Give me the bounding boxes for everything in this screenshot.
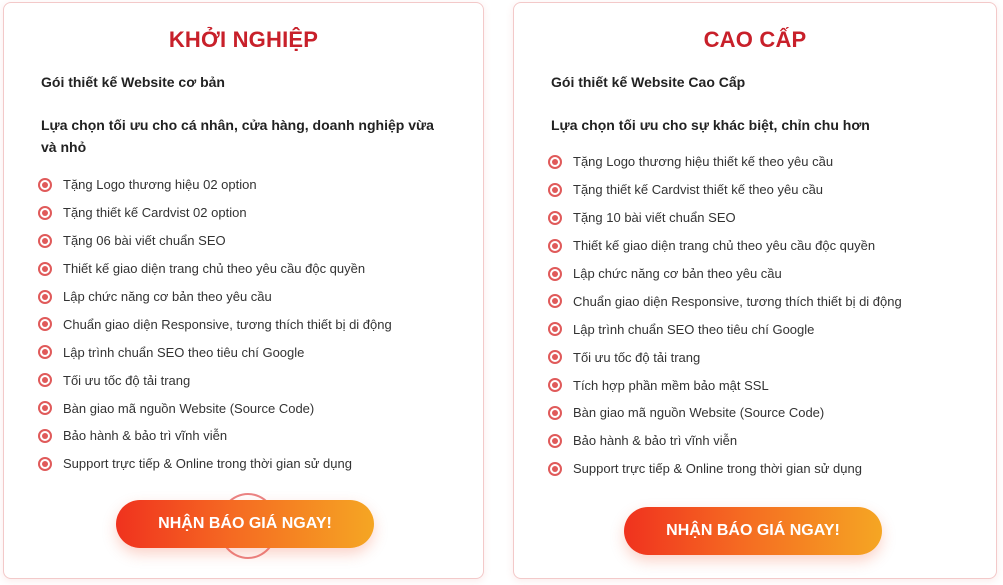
bullet-circle-icon (38, 262, 52, 276)
feature-item (548, 260, 976, 288)
feature-item (38, 227, 463, 255)
feature-item (38, 255, 463, 283)
feature-text: Bảo hành & bảo trì vĩnh viễn (573, 433, 738, 449)
bullet-circle-icon (548, 155, 562, 169)
bullet-circle-icon (548, 267, 562, 281)
feature-item (548, 427, 976, 455)
feature-list (38, 171, 463, 478)
feature-text: Tặng 10 bài viết chuẩn SEO (573, 210, 736, 226)
plan-subtitle: Gói thiết kế Website cơ bản (41, 74, 225, 90)
bullet-circle-icon (548, 183, 562, 197)
pricing-card-khoi-nghiep (3, 2, 484, 579)
feature-text: Tối ưu tốc độ tải trang (63, 372, 191, 388)
feature-text: Thiết kế giao diện trang chủ theo yêu cầu độc quyền (63, 261, 366, 277)
feature-item (548, 287, 976, 315)
feature-item (38, 283, 463, 311)
feature-text: Tối ưu tốc độ tải trang (573, 349, 701, 365)
bullet-circle-icon (38, 345, 52, 359)
bullet-circle-icon (38, 429, 52, 443)
plan-title: KHỞI NGHIỆP (168, 27, 319, 52)
feature-item (548, 176, 976, 204)
plan-title: CAO CẤP (703, 27, 807, 52)
feature-text: Chuẩn giao diện Responsive, tương thích thiết bị di động (63, 316, 392, 332)
feature-item (548, 148, 976, 176)
bullet-circle-icon (548, 406, 562, 420)
bullet-circle-icon (548, 294, 562, 308)
feature-item (548, 232, 976, 260)
bullet-circle-icon (38, 457, 52, 471)
feature-text: Lập trình chuẩn SEO theo tiêu chí Google (573, 321, 815, 337)
feature-text: Lập chức năng cơ bản theo yêu cầu (63, 289, 272, 304)
feature-text: Tích hợp phần mềm bảo mật SSL (573, 377, 769, 393)
feature-list (548, 148, 976, 483)
feature-text: Tặng thiết kế Cardvist 02 option (63, 205, 247, 221)
feature-item (38, 310, 463, 338)
feature-text: Tặng Logo thương hiệu thiết kế theo yêu cầu (573, 154, 834, 170)
feature-text: Thiết kế giao diện trang chủ theo yêu cầu độc quyền (573, 238, 876, 254)
bullet-circle-icon (548, 322, 562, 336)
bullet-circle-icon (38, 401, 52, 415)
feature-text: Bàn giao mã nguồn Website (Source Code) (63, 400, 315, 416)
bullet-circle-icon (548, 211, 562, 225)
feature-item (548, 315, 976, 343)
get-quote-button[interactable]: NHẬN BÁO GIÁ NGAY! (624, 507, 882, 555)
feature-item (548, 399, 976, 427)
feature-text: Support trực tiếp & Online trong thời gian sử dụng (63, 456, 352, 472)
feature-item (38, 394, 463, 422)
bullet-circle-icon (38, 373, 52, 387)
bullet-circle-icon (548, 462, 562, 476)
bullet-circle-icon (38, 206, 52, 220)
feature-text: Support trực tiếp & Online trong thời gian sử dụng (573, 461, 862, 477)
feature-item (548, 343, 976, 371)
feature-text: Lập trình chuẩn SEO theo tiêu chí Google (63, 344, 305, 360)
feature-text: Tặng thiết kế Cardvist thiết kế theo yêu cầu (573, 182, 824, 198)
plan-description: Lựa chọn tối ưu cho sự khác biệt, chỉn chu hơn (551, 117, 870, 133)
get-quote-button[interactable]: NHẬN BÁO GIÁ NGAY! (116, 500, 374, 548)
pricing-card-cao-cap (513, 2, 997, 579)
feature-text: Lập chức năng cơ bản theo yêu cầu (573, 266, 782, 281)
feature-item (38, 199, 463, 227)
bullet-circle-icon (548, 350, 562, 364)
feature-item (548, 371, 976, 399)
feature-item (548, 204, 976, 232)
bullet-circle-icon (38, 178, 52, 192)
feature-item (548, 455, 976, 483)
bullet-circle-icon (38, 317, 52, 331)
bullet-circle-icon (38, 234, 52, 248)
bullet-circle-icon (548, 378, 562, 392)
plan-subtitle: Gói thiết kế Website Cao Cấp (551, 74, 746, 90)
bullet-circle-icon (548, 434, 562, 448)
feature-text: Tặng 06 bài viết chuẩn SEO (63, 233, 226, 249)
plan-description: Lựa chọn tối ưu cho cá nhân, cửa hàng, doanh nghiệp vừa và nhỏ (41, 117, 434, 155)
feature-text: Bảo hành & bảo trì vĩnh viễn (63, 428, 228, 444)
feature-item (38, 171, 463, 199)
feature-item (38, 366, 463, 394)
feature-item (38, 450, 463, 478)
feature-text: Bàn giao mã nguồn Website (Source Code) (573, 405, 825, 421)
bullet-circle-icon (548, 239, 562, 253)
feature-text: Tặng Logo thương hiệu 02 option (63, 177, 257, 193)
feature-item (38, 422, 463, 450)
bullet-circle-icon (38, 290, 52, 304)
feature-item (38, 338, 463, 366)
feature-text: Chuẩn giao diện Responsive, tương thích thiết bị di động (573, 293, 902, 309)
